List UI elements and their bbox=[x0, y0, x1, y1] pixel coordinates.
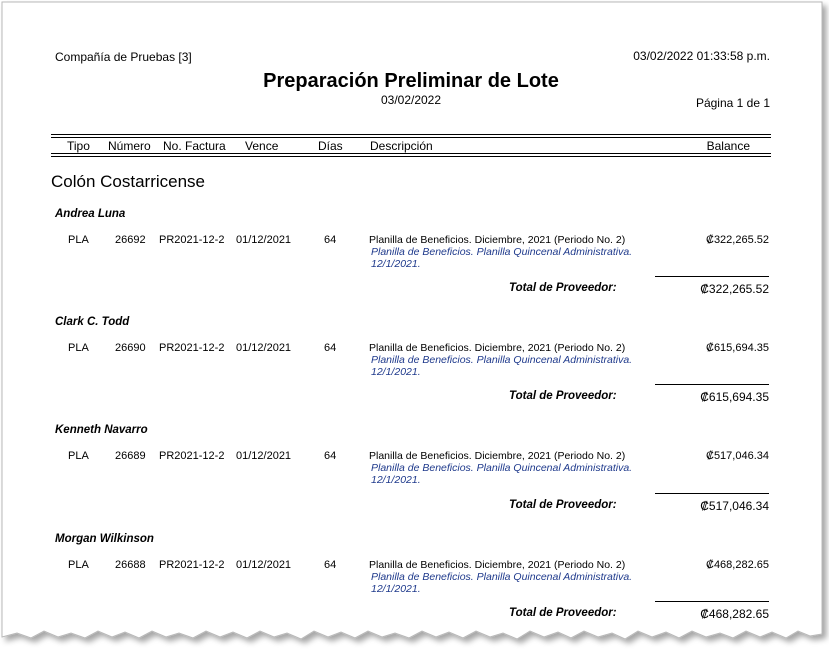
row-tipo: PLA bbox=[68, 559, 89, 571]
row-dias: 64 bbox=[324, 450, 337, 462]
row-balance: ₡615,694.35 bbox=[706, 342, 769, 354]
row-numero: 26690 bbox=[115, 342, 146, 354]
col-dias: Días bbox=[318, 139, 343, 153]
row-memo-line1: Planilla de Beneficios. Planilla Quincenal Administrativa. bbox=[371, 354, 633, 366]
company-name: Compañía de Pruebas [3] bbox=[55, 50, 192, 64]
row-dias: 64 bbox=[324, 234, 337, 246]
header-rule-top bbox=[51, 134, 771, 135]
report-title: Preparación Preliminar de Lote bbox=[263, 70, 559, 92]
row-dias: 64 bbox=[324, 559, 337, 571]
page-number: Página 1 de 1 bbox=[695, 96, 770, 110]
row-vence: 01/12/2021 bbox=[236, 450, 292, 462]
col-tipo: Tipo bbox=[67, 139, 90, 153]
vendor-total-label: Total de Proveedor: bbox=[509, 390, 617, 402]
row-descripcion: Planilla de Beneficios. Diciembre, 2021 (Periodo No. 2) bbox=[369, 342, 626, 354]
row-tipo: PLA bbox=[68, 450, 89, 462]
vendor-total-label: Total de Proveedor: bbox=[509, 607, 617, 619]
report-timestamp: 03/02/2022 01:33:58 p.m. bbox=[633, 49, 770, 63]
vendor-name: Kenneth Navarro bbox=[55, 424, 148, 436]
row-vence: 01/12/2021 bbox=[236, 342, 292, 354]
row-factura: PR2021-12-2 bbox=[159, 234, 225, 246]
row-tipo: PLA bbox=[68, 234, 89, 246]
row-balance: ₡468,282.65 bbox=[706, 559, 769, 571]
row-numero: 26689 bbox=[115, 450, 146, 462]
row-memo-line2: 12/1/2021. bbox=[371, 583, 421, 595]
row-balance: ₡517,046.34 bbox=[706, 450, 769, 462]
vendor-total-amount: ₡468,282.65 bbox=[700, 607, 769, 621]
row-memo-line1: Planilla de Beneficios. Planilla Quincenal Administrativa. bbox=[371, 571, 633, 583]
header-rule-bottom-2 bbox=[51, 156, 771, 157]
row-memo-line2: 12/1/2021. bbox=[371, 258, 421, 270]
subtotal-rule bbox=[655, 493, 769, 494]
row-balance: ₡322,265.52 bbox=[706, 234, 769, 246]
row-factura: PR2021-12-2 bbox=[159, 342, 225, 354]
col-factura: No. Factura bbox=[163, 139, 226, 153]
row-numero: 26688 bbox=[115, 559, 146, 571]
report-date: 03/02/2022 bbox=[380, 93, 442, 107]
vendor-total-amount: ₡517,046.34 bbox=[700, 499, 769, 513]
col-numero: Número bbox=[108, 139, 151, 153]
col-descripcion: Descripción bbox=[370, 139, 433, 153]
row-vence: 01/12/2021 bbox=[236, 234, 292, 246]
vendor-name: Andrea Luna bbox=[55, 208, 126, 220]
col-balance: Balance bbox=[706, 139, 750, 153]
row-numero: 26692 bbox=[115, 234, 146, 246]
row-factura: PR2021-12-2 bbox=[159, 450, 225, 462]
header-rule-top-2 bbox=[51, 137, 771, 138]
vendor-total-amount: ₡615,694.35 bbox=[700, 390, 769, 404]
vendor-name: Morgan Wilkinson bbox=[55, 533, 154, 545]
subtotal-rule bbox=[655, 384, 769, 385]
col-vence: Vence bbox=[245, 139, 279, 153]
row-memo-line2: 12/1/2021. bbox=[371, 474, 421, 486]
row-tipo: PLA bbox=[68, 342, 89, 354]
vendor-total-label: Total de Proveedor: bbox=[509, 282, 617, 294]
subtotal-rule bbox=[655, 276, 769, 277]
subtotal-rule bbox=[655, 601, 769, 602]
row-descripcion: Planilla de Beneficios. Diciembre, 2021 (Periodo No. 2) bbox=[369, 450, 626, 462]
row-vence: 01/12/2021 bbox=[236, 559, 292, 571]
vendor-total-amount: ₡322,265.52 bbox=[700, 282, 769, 296]
row-memo-line2: 12/1/2021. bbox=[371, 366, 421, 378]
header-rule-bottom bbox=[51, 153, 771, 154]
row-descripcion: Planilla de Beneficios. Diciembre, 2021 (Periodo No. 2) bbox=[369, 559, 626, 571]
vendor-name: Clark C. Todd bbox=[55, 316, 130, 328]
row-descripcion: Planilla de Beneficios. Diciembre, 2021 (Periodo No. 2) bbox=[369, 234, 626, 246]
row-memo-line1: Planilla de Beneficios. Planilla Quincenal Administrativa. bbox=[371, 462, 633, 474]
vendor-total-label: Total de Proveedor: bbox=[509, 499, 617, 511]
row-memo-line1: Planilla de Beneficios. Planilla Quincenal Administrativa. bbox=[371, 246, 633, 258]
row-dias: 64 bbox=[324, 342, 337, 354]
row-factura: PR2021-12-2 bbox=[159, 559, 225, 571]
currency-group-heading: Colón Costarricense bbox=[51, 172, 206, 191]
